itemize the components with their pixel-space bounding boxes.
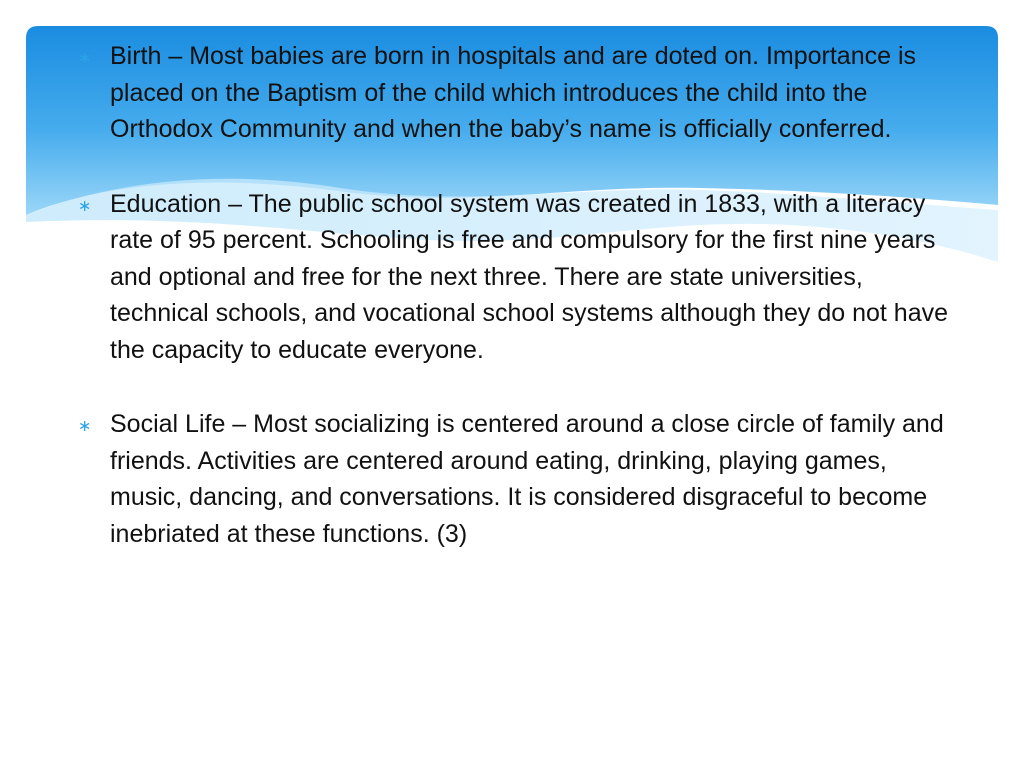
asterisk-bullet-icon: ∗ — [78, 48, 92, 67]
asterisk-bullet-icon: ∗ — [78, 416, 92, 435]
list-item-education — [78, 186, 958, 369]
list-item-birth — [78, 38, 958, 148]
bullet-text: Birth – Most babies are born in hospitals and are doted on. Importance is placed on the Baptism of the child which introduces the child into the Orthodox Community and when the baby’s name is officially conferred. — [110, 42, 917, 143]
bullet-text: Social Life – Most socializing is centered around a close circle of family and friends. Activities are centered around eating, drinking, playing games, music, dancing, and conversations. It is considered disgraceful to become inebriated at these functions. (3) — [110, 410, 944, 548]
asterisk-bullet-icon: ∗ — [78, 195, 92, 215]
bullet-list — [78, 38, 958, 590]
bullet-text: Education – The public school system was created in 1833, with a literacy rate of 95 percent. Schooling is free and compulsory for the first nine years and optional and free for the next three. There are state universities, technical schools, and vocational school systems although they do not have the capacity to educate everyone. — [110, 189, 949, 364]
list-item-social-life — [78, 406, 958, 552]
